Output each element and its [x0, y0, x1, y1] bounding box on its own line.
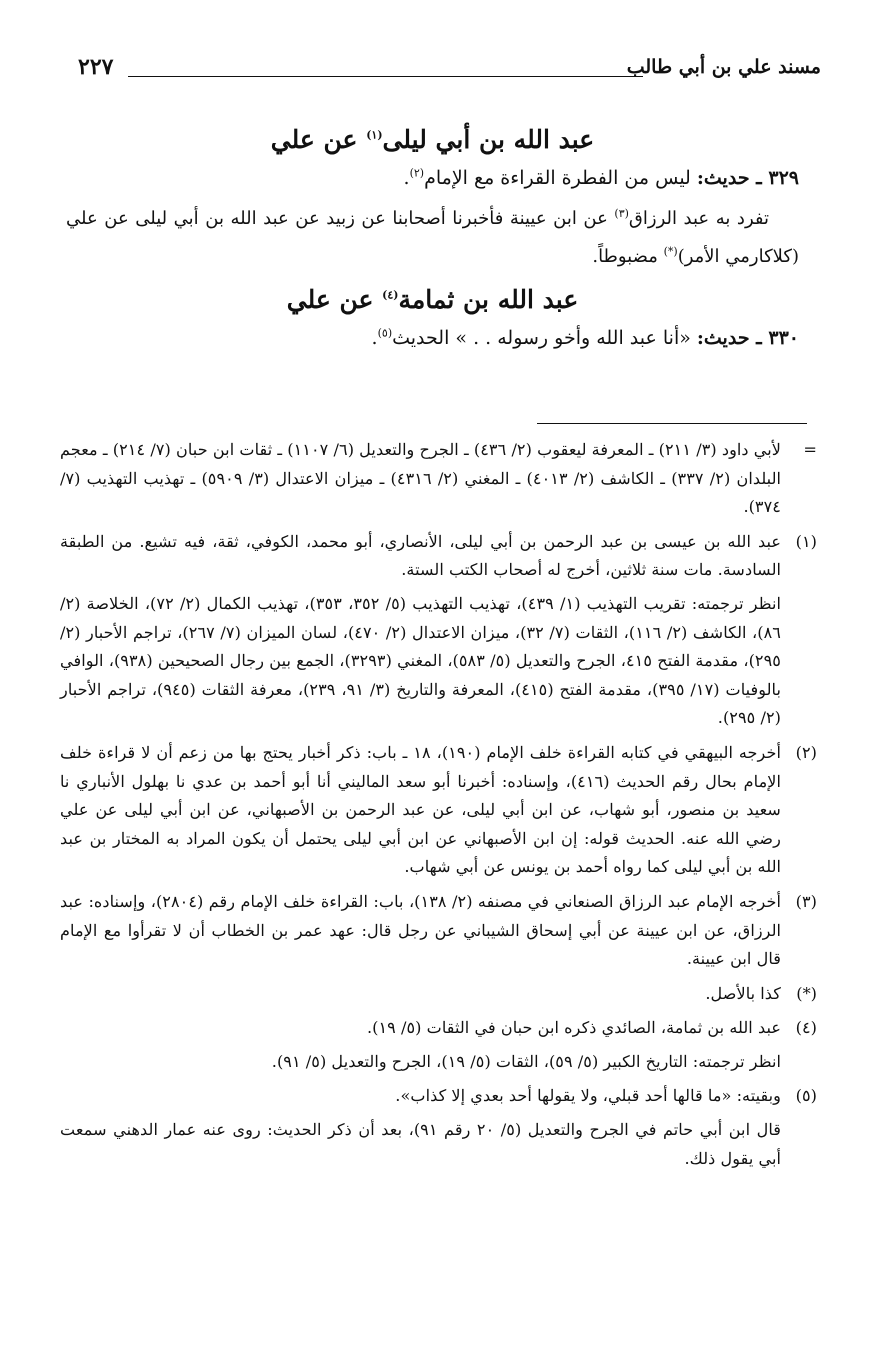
footnote-text: أخرجه البيهقي في كتابه القراءة خلف الإمام (١٩٠)، ١٨ ـ باب: ذكر أخبار يحتج بها من زعم أن لا قراءة خلف الإمام بحال رقم الحديث (٤١٦)، وإسناده: أخبرنا أبو سعد الماليني أنا أبو أحمد بن عدي نا بهلول الأنباري نا سعيد بن منصور، أبو شهاب، عن ابن أبي ليلى، عن عبد الرحمن بن الأصبهاني، عن ابن أبي ليلى عن علي رضي الله عنه. الحديث قوله: إن ابن الأصبهاني عن ابن أبي ليلى يحتمل أن يكون المراد به المختار بن عبد الله بن أبي ليلى كما رواه أحمد بن يونس عن أبي شهاب.	[60, 742, 781, 877]
hadith-entry: ٣٣٠ ـ حديث: «أنا عبد الله وأخو رسوله . . » الحديث$^{(٥)}$.	[371, 326, 799, 349]
section-title: عبد الله بن أبي ليلى$^{(١)}$ عن علي	[270, 125, 595, 154]
footnote-text: انظر ترجمته: تقريب التهذيب (١/ ٤٣٩)، تهذيب التهذيب (٥/ ٣٥٢، ٣٥٣)، تهذيب الكمال (٢/ ٧٢)، الخلاصة (٢/ ٨٦)، الكاشف (٢/ ١١٦)، الثقات (٧/ ٣٢)، ميزان الاعتدال (٢/ ٤٧٠)، لسان الميزان (٧/ ٢٦٧)، تراجم الأحبار (٢/ ٢٩٥)، مقدمة الفتح ٤١٥، الجرح والتعديل (٥/ ٥٨٣)، المغني (٣٢٩٣)، الجمع بين رجال الصحيحين (٩٣٨)، الوافي بالوفيات (١٧/ ٣٩٥)، مقدمة الفتح (٤١٥)، المعرفة والتاريخ (٣/ ٩١، ٢٣٩)، معرفة الثقات (٩٤٥)، تراجم الأحبار (٢/ ٢٩٥).	[60, 593, 782, 728]
footnote-marker: (٤)	[795, 1018, 817, 1038]
footnote-text: انظر ترجمته: التاريخ الكبير (٥/ ٥٩)، الثقات (٥/ ١٩)، الجرح والتعديل (٥/ ٩١).	[271, 1051, 781, 1071]
footnote-text: وبقيته: «ما قالها أحد قبلي، ولا يقولها أحد بعدي إلا كذاب».	[395, 1086, 781, 1106]
main-text	[66, 118, 799, 413]
page-header	[78, 52, 821, 92]
footnote	[60, 1014, 817, 1076]
footnote-marker: (*)	[796, 983, 817, 1003]
footnote	[60, 528, 817, 733]
footnote-text: عبد الله بن عيسى بن عبد الرحمن بن أبي ليلى، الأنصاري، أبو محمد، الكوفي، ثقة، فيه تشيع. من الطبقة السادسة. مات سنة ثلاثين، أخرج له أصحاب الكتب الستة.	[60, 531, 781, 580]
hadith-entry: ٣٢٩ ـ حديث: ليس من الفطرة القراءة مع الإمام$^{(٢)}$.	[403, 166, 799, 189]
footnote-text: عبد الله بن ثمامة، الصائدي ذكره ابن حبان في الثقات (٥/ ١٩).	[367, 1018, 781, 1038]
footnote	[60, 980, 817, 1009]
footnote-separator	[537, 423, 807, 424]
footnote-text: أخرجه الإمام عبد الرزاق الصنعاني في مصنفه (٢/ ١٣٨)، باب: القراءة خلف الإمام رقم (٢٨٠٤)، وإسناده: عبد الرزاق، عن ابن عيينة عن أبي إسحاق الشيباني عن رجل قال: عهد عمر بن الخطاب أن لا تقرأوا مع الإمام قال ابن عيينة.	[60, 891, 781, 969]
footnote-text: لأبي داود (٣/ ٢١١) ـ المعرفة ليعقوب (٢/ ٤٣٦) ـ الجرح والتعديل (٦/ ١١٠٧) ـ ثقات ابن حبان (٧/ ٢١٤) ـ معجم البلدان (٢/ ٣٣٧) ـ الكاشف (٢/ ٤٠١٣) ـ المغني (٢/ ٤٣١٦) ـ ميزان الاعتدال (٣/ ٥٩٠٩) ـ تهذيب التهذيب (٧/ ٣٧٤).	[60, 440, 782, 517]
book-title: مسند علي بن أبي طالب	[626, 56, 821, 78]
footnote-text: كذا بالأصل.	[705, 983, 781, 1003]
section-title: عبد الله بن ثمامة$^{(٤)}$ عن علي	[286, 285, 579, 314]
footnote-marker: (٢)	[795, 742, 817, 762]
header-rule	[128, 76, 643, 77]
footnote-marker: (١)	[795, 531, 817, 551]
footnote	[60, 888, 817, 974]
footnote	[60, 1082, 817, 1173]
footnote-marker: =	[803, 440, 817, 459]
footnotes	[60, 436, 817, 1179]
footnote	[60, 436, 817, 522]
hadith-number: ٣٣٠ ـ حديث:	[696, 327, 799, 349]
footnote	[60, 739, 817, 882]
footnote-marker: (٣)	[795, 891, 817, 911]
footnote-marker: (٥)	[795, 1086, 817, 1106]
hadith-number: ٣٢٩ ـ حديث:	[696, 167, 799, 189]
commentary-paragraph: تفرد به عبد الرزاق$^{(٣)}$ عن ابن عيينة فأخبرنا أصحابنا عن زبيد عن عبد الله بن أبي ليلى عن علي (كلاكارمي الأمر)(*) مضبوطاً.	[66, 207, 799, 267]
page-number: ٢٢٧	[78, 54, 114, 80]
footnote-text: قال ابن أبي حاتم في الجرح والتعديل (٥/ ٢٠ رقم ٩١)، بعد أن ذكر الحديث: روى عنه عمار الدهني سمعت أبي يقول ذلك.	[60, 1120, 782, 1168]
